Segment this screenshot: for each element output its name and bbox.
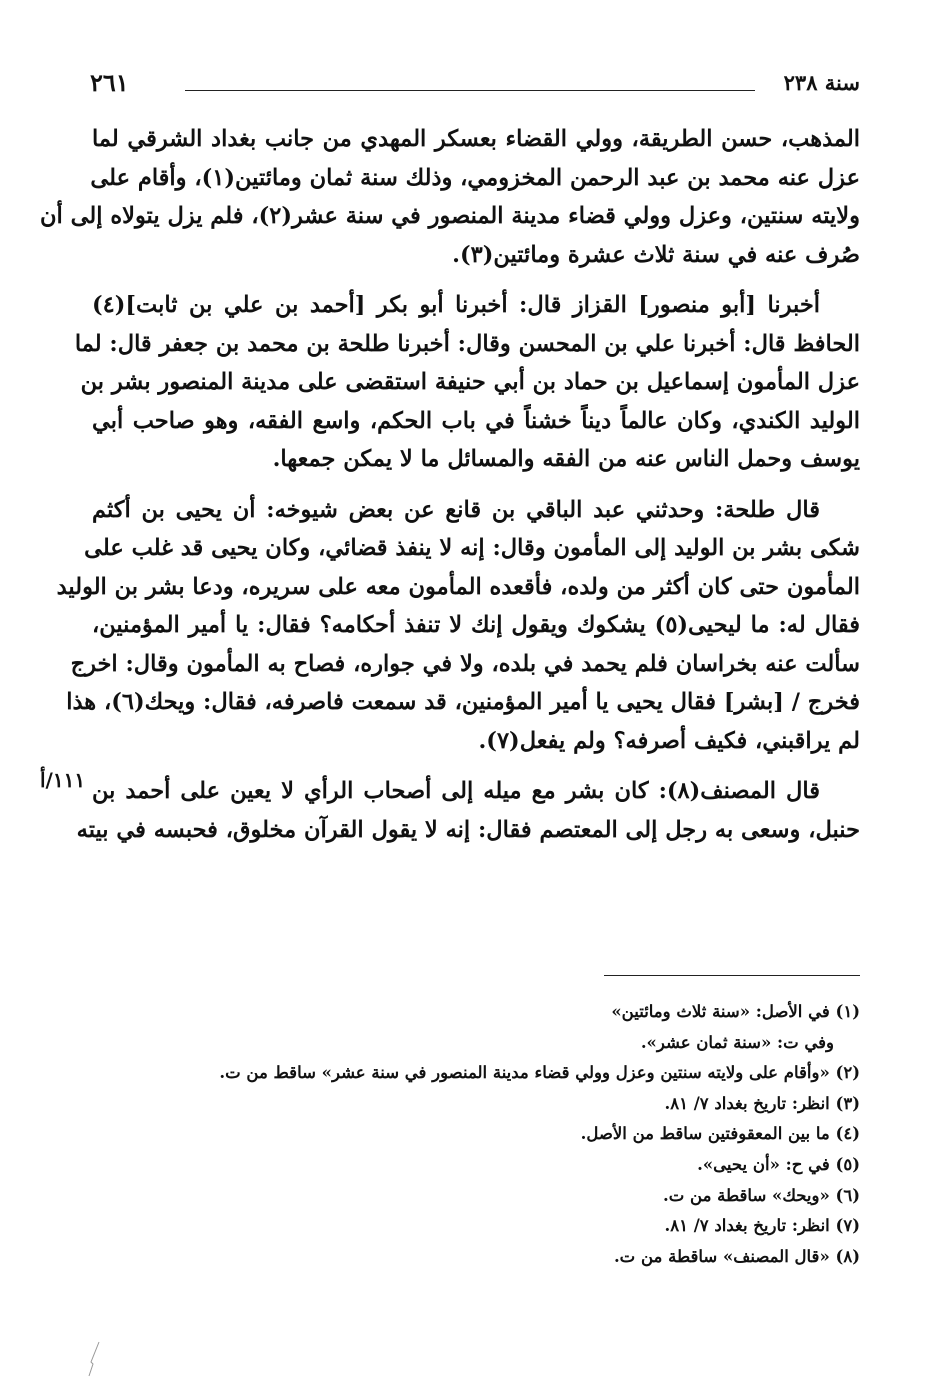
text-line: ولايته سنتين، وعزل وولي قضاء مدينة المنصور في سنة عشر(٢)، فلم يزل يتولاه إلى أن bbox=[40, 203, 860, 229]
text-line: فقال له: ما ليحيى(٥) يشكوك ويقول إنك لا تنفذ أحكامه؟ فقال: يا أمير المؤمنين، bbox=[92, 612, 860, 638]
footnote: (٧) انظر: تاريخ بغداد ٧/ ٨١. bbox=[664, 1216, 860, 1236]
footnote: (٣) انظر: تاريخ بغداد ٧/ ٨١. bbox=[664, 1093, 860, 1113]
text-line: حنبل، وسعى به رجل إلى المعتصم فقال: إنه لا يقول القرآن مخلوق، فحبسه في بيته bbox=[76, 816, 860, 843]
text-line: عزل عنه محمد بن عبد الرحمن المخزومي، وذلك سنة ثمان ومائتين(١)، وأقام على bbox=[90, 164, 860, 191]
page-header bbox=[90, 70, 860, 100]
text-line: قال طلحة: وحدثني عبد الباقي بن قانع عن بعض شيوخه: أن يحيى بن أكثم bbox=[92, 496, 820, 523]
text-line: فخرج / [بشر] فقال يحيى يا أمير المؤمنين، قد سمعت فاصرفه، فقال: ويحك(٦)، هذا bbox=[66, 689, 860, 715]
text-line: عزل المأمون إسماعيل بن حماد بن أبي حنيفة استقضى على مدينة المنصور بشر بن bbox=[80, 369, 860, 395]
footnote: (٤) ما بين المعقوفتين ساقط من الأصل. bbox=[580, 1124, 860, 1144]
header-rule bbox=[185, 90, 755, 91]
pencil-mark bbox=[85, 1340, 105, 1380]
footnotes bbox=[180, 997, 860, 1272]
text-line: قال المصنف(٨): كان بشر مع ميله إلى أصحاب الرأي لا يعين على أحمد بن bbox=[92, 778, 820, 804]
text-line: الحافظ قال: أخبرنا علي بن المحسن وقال: أخبرنا طلحة بن محمد بن جعفر قال: لما bbox=[74, 330, 860, 357]
text-line: المذهب، حسن الطريقة، وولي القضاء بعسكر المهدي من جانب بغداد الشرقي لما bbox=[92, 126, 860, 152]
text-line: لم يراقبني، فكيف أصرفه؟ ولم يفعل(٧). bbox=[478, 727, 860, 754]
footnote: (١) في الأصل: «سنة ثلاث ومائتين» bbox=[611, 1002, 860, 1021]
text-line: أخبرنا [أبو منصور] القزاز قال: أخبرنا أبو بكر [أحمد بن علي بن ثابت](٤) bbox=[92, 292, 820, 318]
footnote: وفي ت: «سنة ثمان عشر». bbox=[640, 1032, 834, 1052]
footnote-separator bbox=[604, 975, 860, 976]
text-line: سألت عنه بخراسان فلم يحمد في بلده، ولا في جواره، فصاح به المأمون وقال: اخرج bbox=[70, 650, 860, 677]
text-line: المأمون حتى كان أكثر من ولده، فأقعده المأمون معه على سريره، ودعا بشر بن الوليد bbox=[56, 573, 860, 600]
footnote: (٨) «قال المصنف» ساقطة من ت. bbox=[613, 1246, 860, 1266]
page-number: ٢٦١ bbox=[90, 68, 129, 97]
text-line: صُرف عنه في سنة ثلاث عشرة ومائتين(٣). bbox=[452, 241, 860, 268]
footnote: (٢) «وأقام على ولايته سنتين وعزل وولي قضاء مدينة المنصور في سنة عشر» ساقط من ت. bbox=[219, 1063, 860, 1083]
text-line: شكى بشر بن الوليد إلى المأمون وقال: إنه لا ينفذ قضائي، وكان يحيى قد غلب على bbox=[84, 535, 860, 561]
footnote: (٦) «ويحك» ساقطة من ت. bbox=[662, 1185, 860, 1205]
margin-folio-note: ١١١/أ bbox=[40, 768, 86, 792]
text-line: يوسف وحمل الناس عنه من الفقه والمسائل ما لا يمكن جمعها. bbox=[272, 446, 860, 472]
running-title: سنة ٢٣٨ bbox=[783, 70, 860, 95]
text-line: الوليد الكندي، وكان عالماً ديناً خشناً في باب الحكم، واسع الفقه، وهو صاحب أبي bbox=[92, 407, 860, 434]
footnote: (٥) في ح: «أن يحيى». bbox=[697, 1154, 860, 1174]
